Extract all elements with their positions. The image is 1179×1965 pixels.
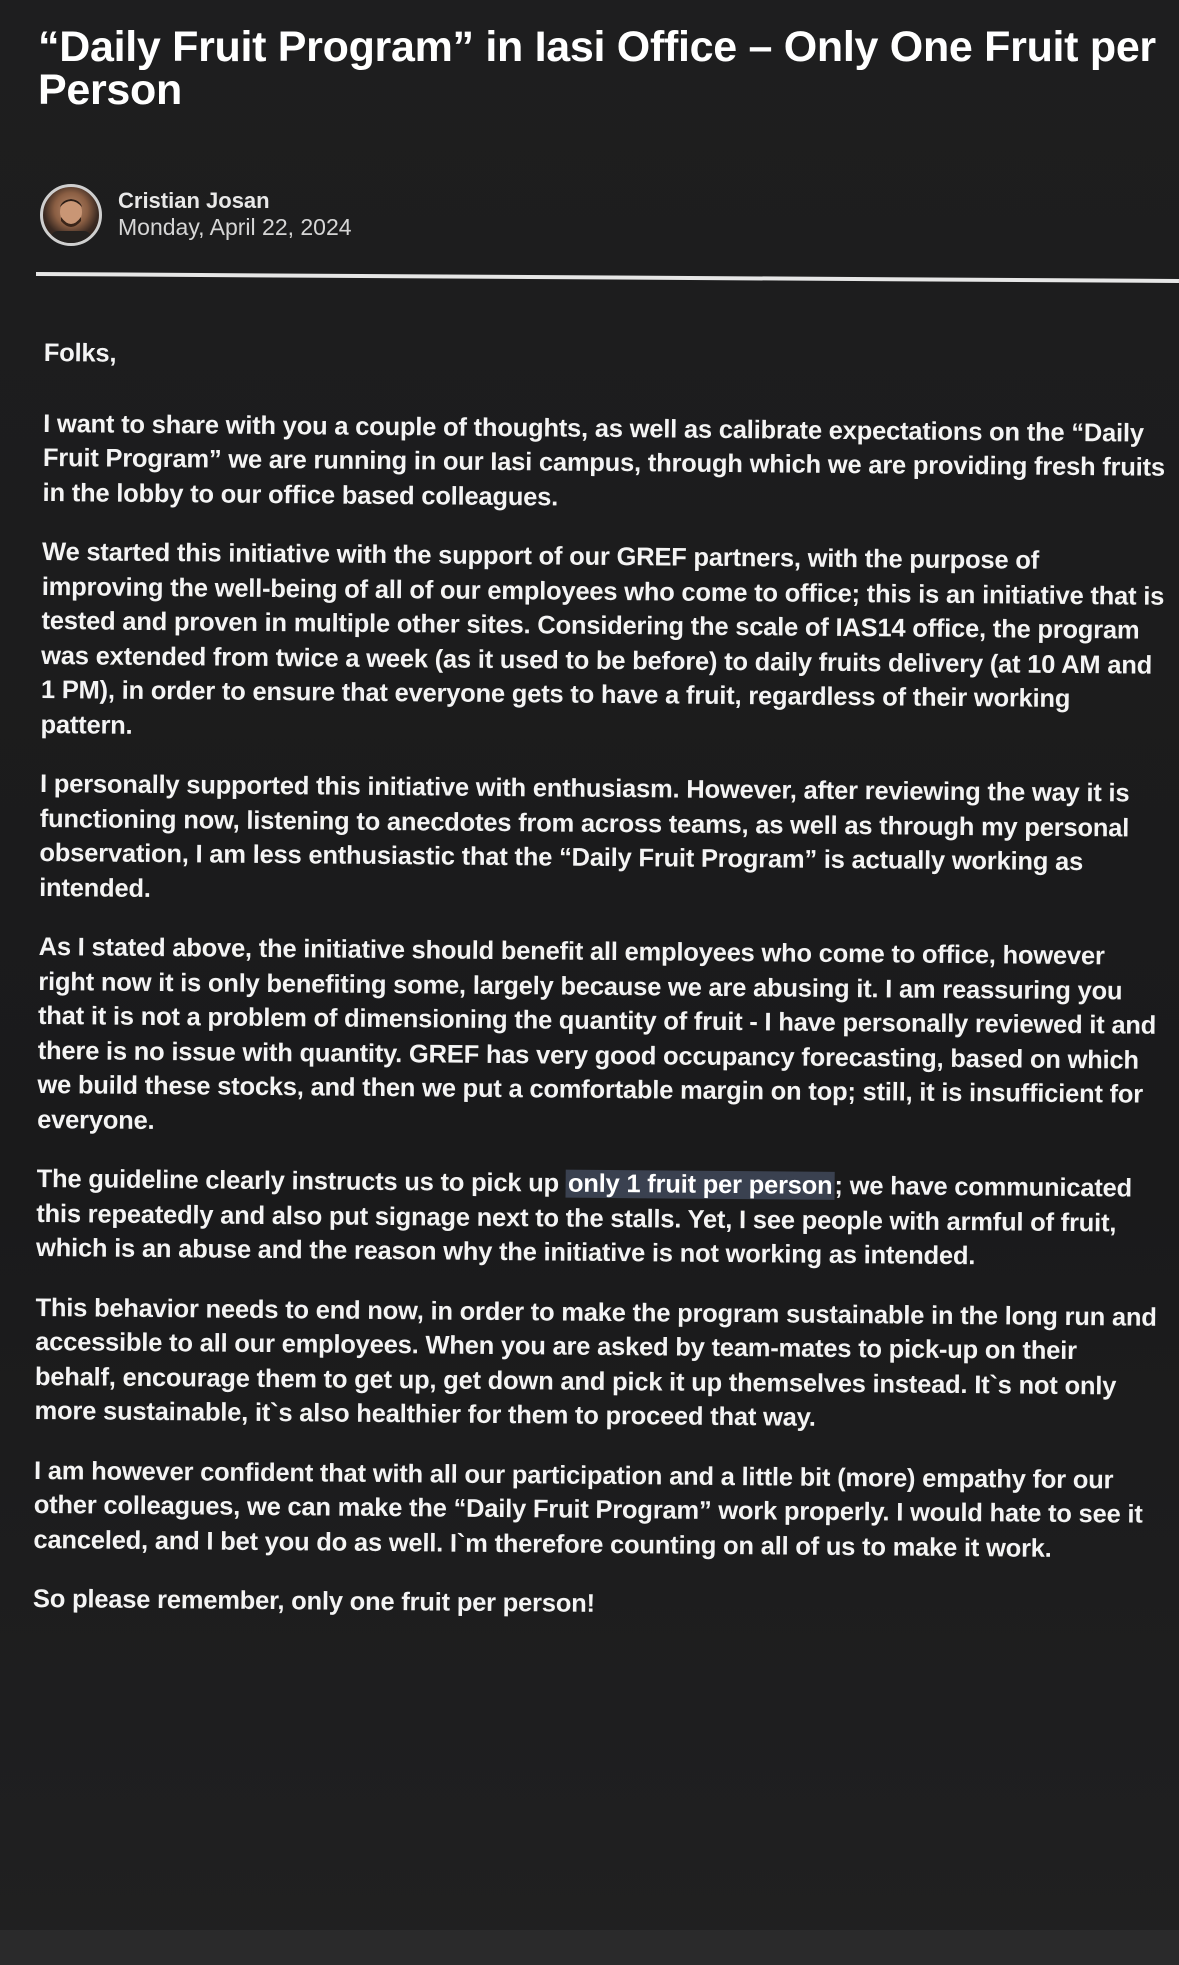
closing-line: So please remember, only one fruit per person! [32, 1584, 595, 1618]
guideline-text-before: The guideline clearly instructs us to pick up [36, 1164, 567, 1198]
greeting: Folks, [43, 338, 117, 368]
paragraph-guideline [36, 1162, 1162, 1275]
post-body [33, 336, 1169, 1651]
author-name[interactable]: Cristian Josan [118, 188, 270, 213]
guideline-text-after: ; we have communicated this repeatedly and also put signage next to the stalls. Yet, I see people with armful of fruit, which is an abuse and the reason why the initiative is not working as intended. [35, 1171, 1133, 1271]
paragraph-confidence: I am however confident that with all our participation and a little bit (more) empathy for our other colleagues, we can make the “Daily Fruit Program” work properly. I would hate to see it canceled, and I bet you do as well. I`m therefore counting on all of us to make it work. [33, 1456, 1143, 1563]
post-title: “Daily Fruit Program” in Iasi Office – Only One Fruit per Person [38, 23, 1156, 114]
paragraph-initiative: We started this initiative with the support of our GREF partners, with the purpose of improving the well-being of all of our employees who come to office; this is an initiative that is tested and proven in multiple other sites. Considering the scale of IAS14 office, the program was extended from twice a week (as it used to be before) to daily fruits delivery (at 10 AM and 1 PM), in order to ensure that everyone gets to have a fruit, regardless of their working pattern. [40, 537, 1165, 740]
author-meta [118, 189, 352, 241]
person-avatar-icon[interactable] [40, 184, 102, 246]
paragraph-abuse: As I stated above, the initiative should benefit all employees who come to office, however right now it is only benefiting some, largely because we are abusing it. I am reassuring you that it is not a problem of dimensioning the quantity of fruit - I have personally reviewed it and there is no issue with quantity. GREF has very good occupancy forecasting, based on which we build these stocks, and then we put a comfortable margin on top; still, it is insufficient for everyone. [37, 932, 1157, 1135]
paragraph-observation: I personally supported this initiative with enthusiasm. However, after reviewing the way it is functioning now, listening to anecdotes from across teams, as well as through my personal observation, I am less enthusiastic that the “Daily Fruit Program” is actually working as intended. [39, 769, 1130, 903]
post-date: Monday, April 22, 2024 [118, 214, 352, 240]
paragraph-behavior: This behavior needs to end now, in order to make the program sustainable in the long run and accessible to all our employees. When you are asked by team-mates to pick-up on their behalf, encourage them to get up, get down and pick it up themselves instead. It`s not only more sustainable, it`s also healthier for them to proceed that way. [34, 1293, 1157, 1432]
footer-bar [0, 1930, 1179, 1965]
paragraph-intro: I want to share with you a couple of thoughts, as well as calibrate expectations on the “Daily Fruit Program” we are running in our Iasi campus, through which we are providing fresh fruits in the lobby to our office based colleagues. [42, 409, 1165, 511]
guideline-highlight: only 1 fruit per person [567, 1169, 833, 1200]
author-block [40, 184, 352, 246]
header-divider [36, 272, 1179, 283]
